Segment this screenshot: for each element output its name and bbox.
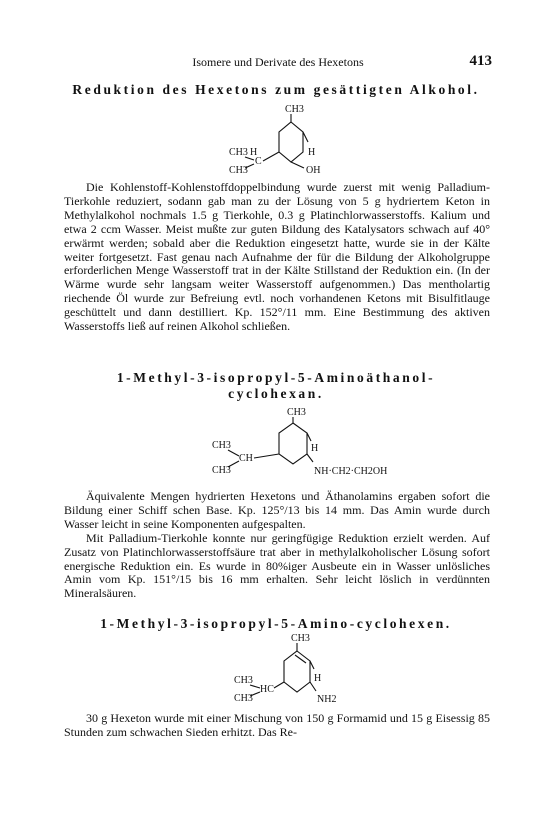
paragraph-aminocyclohexen: [64, 712, 490, 740]
label-ch: CH: [239, 453, 253, 464]
section-heading-aminocyclohexen: 1-Methyl-3-isopropyl-5-Amino-cyclohexen.: [100, 616, 452, 631]
cyclohexane-ring-2: [279, 423, 307, 464]
paragraph-aminoethanol: [64, 490, 490, 601]
label-methyl-top: CH3: [285, 104, 304, 115]
label-ch3-upper: CH3: [229, 147, 248, 158]
label-ch3-upper-2: CH3: [212, 440, 231, 451]
label-methyl-top-2: CH3: [287, 407, 306, 418]
running-head-title: Isomere und Derivate des Hexetons: [192, 55, 364, 69]
paragraph-aminocyclohexen-text: 30 g Hexeton wurde mit einer Mischung von 150 g Formamid und 15 g Eisessig 85 Stunden zum schwachen Sieden erhitzt. Das Re-: [64, 711, 490, 739]
section-heading-reduction: Reduktion des Hexetons zum gesättigten Alkohol.: [72, 82, 480, 97]
label-ch3-lower-2: CH3: [212, 465, 231, 476]
label-hc: HC: [260, 684, 274, 695]
paragraph-aminoethanol-text-1: Äquivalente Mengen hydrierten Hexetons und Äthanolamins ergaben sofort die Bildung einer Schiff schen Base. Kp. 125°/13 bis 14 mm. Das Amin wurde durch Wasser leicht in seine Komponenten aufgespalten.: [64, 489, 490, 531]
label-ch3-upper-3: CH3: [234, 675, 253, 686]
label-nh2: NH2: [317, 694, 337, 705]
label-ch3-lower: CH3: [229, 165, 248, 176]
label-oh: OH: [306, 165, 321, 176]
structure-aminoethanol: [210, 403, 410, 483]
label-ch3-lower-3: CH3: [234, 693, 253, 704]
paragraph-reduction-text: Die Kohlenstoff-Kohlenstoffdoppelbindung wurde zuerst mit wenig Palladium-Tierkohle reduziert, sodann gab man zu der Lösung von 5 g hydriertem Keton in Methylalkohol nochmals 1.5 g Tierkohle, 0.3 g Platinchlorwasserstoffs. Kalium und etwa 2 ccm Wasser. Meist mußte zur guten Bildung des Katalysators schwach auf 40° erwärmt werden; sobald aber die Reduktion eingesetzt hatte, wurde sie in der Kälte weiter fortgesetzt. Fast genau nach Aufnahme der für die Bildung der Alkoholgruppe erforderlichen Menge Wasserstoff trat in der Kälte Stillstand der Reduktion ein. (In der Wärme wurde sehr langsam weiter Wasserstoff aufgenommen.) Das mentholartig riechende Öl wurde zur Befreiung evtl. noch vorhandenen Ketons mit Bisulfitlauge geschüttelt und dann destilliert. Kp. 152°/11 mm. Eine Bestimmung des aktiven Wasserstoffs ließ auf reinen Alkohol schließen.: [64, 180, 490, 334]
running-head: [64, 55, 492, 73]
cyclohexene-ring: [284, 651, 310, 692]
section-heading-aminoethanol-1: 1-Methyl-3-isopropyl-5-Aminoäthanol-: [116, 370, 436, 385]
label-methyl-top-3: CH3: [291, 633, 310, 644]
page-number: 413: [469, 53, 492, 69]
section-heading-aminoethanol-2: cyclohexan.: [228, 386, 324, 401]
label-h-right: H: [308, 147, 316, 158]
label-h-upper: H: [250, 147, 258, 158]
paragraph-aminoethanol-text-2: Mit Palladium-Tierkohle konnte nur geringfügige Reduktion erzielt werden. Auf Zusatz von Platinchlorwasserstoffsäure trat aber in methylalkoholischer Lösung sofort energische Reduktion ein. Es wurde in 80%iger Ausbeute ein in Wasser unlösliches Amin vom Kp. 151°/15 bis 16 mm erhalten. Sehr leicht löslich in verdünnten Mineralsäuren.: [64, 530, 490, 601]
structure-hexanol: [210, 100, 350, 180]
label-amino-ethanol: NH·CH2·CH2OH: [314, 466, 388, 477]
label-h-right-3: H: [314, 673, 322, 684]
label-h-right-2: H: [311, 443, 319, 454]
label-c: C: [255, 156, 262, 167]
paragraph-reduction: [64, 181, 490, 334]
structure-aminocyclohexen: [210, 630, 370, 712]
cyclohexane-ring: [279, 122, 303, 162]
